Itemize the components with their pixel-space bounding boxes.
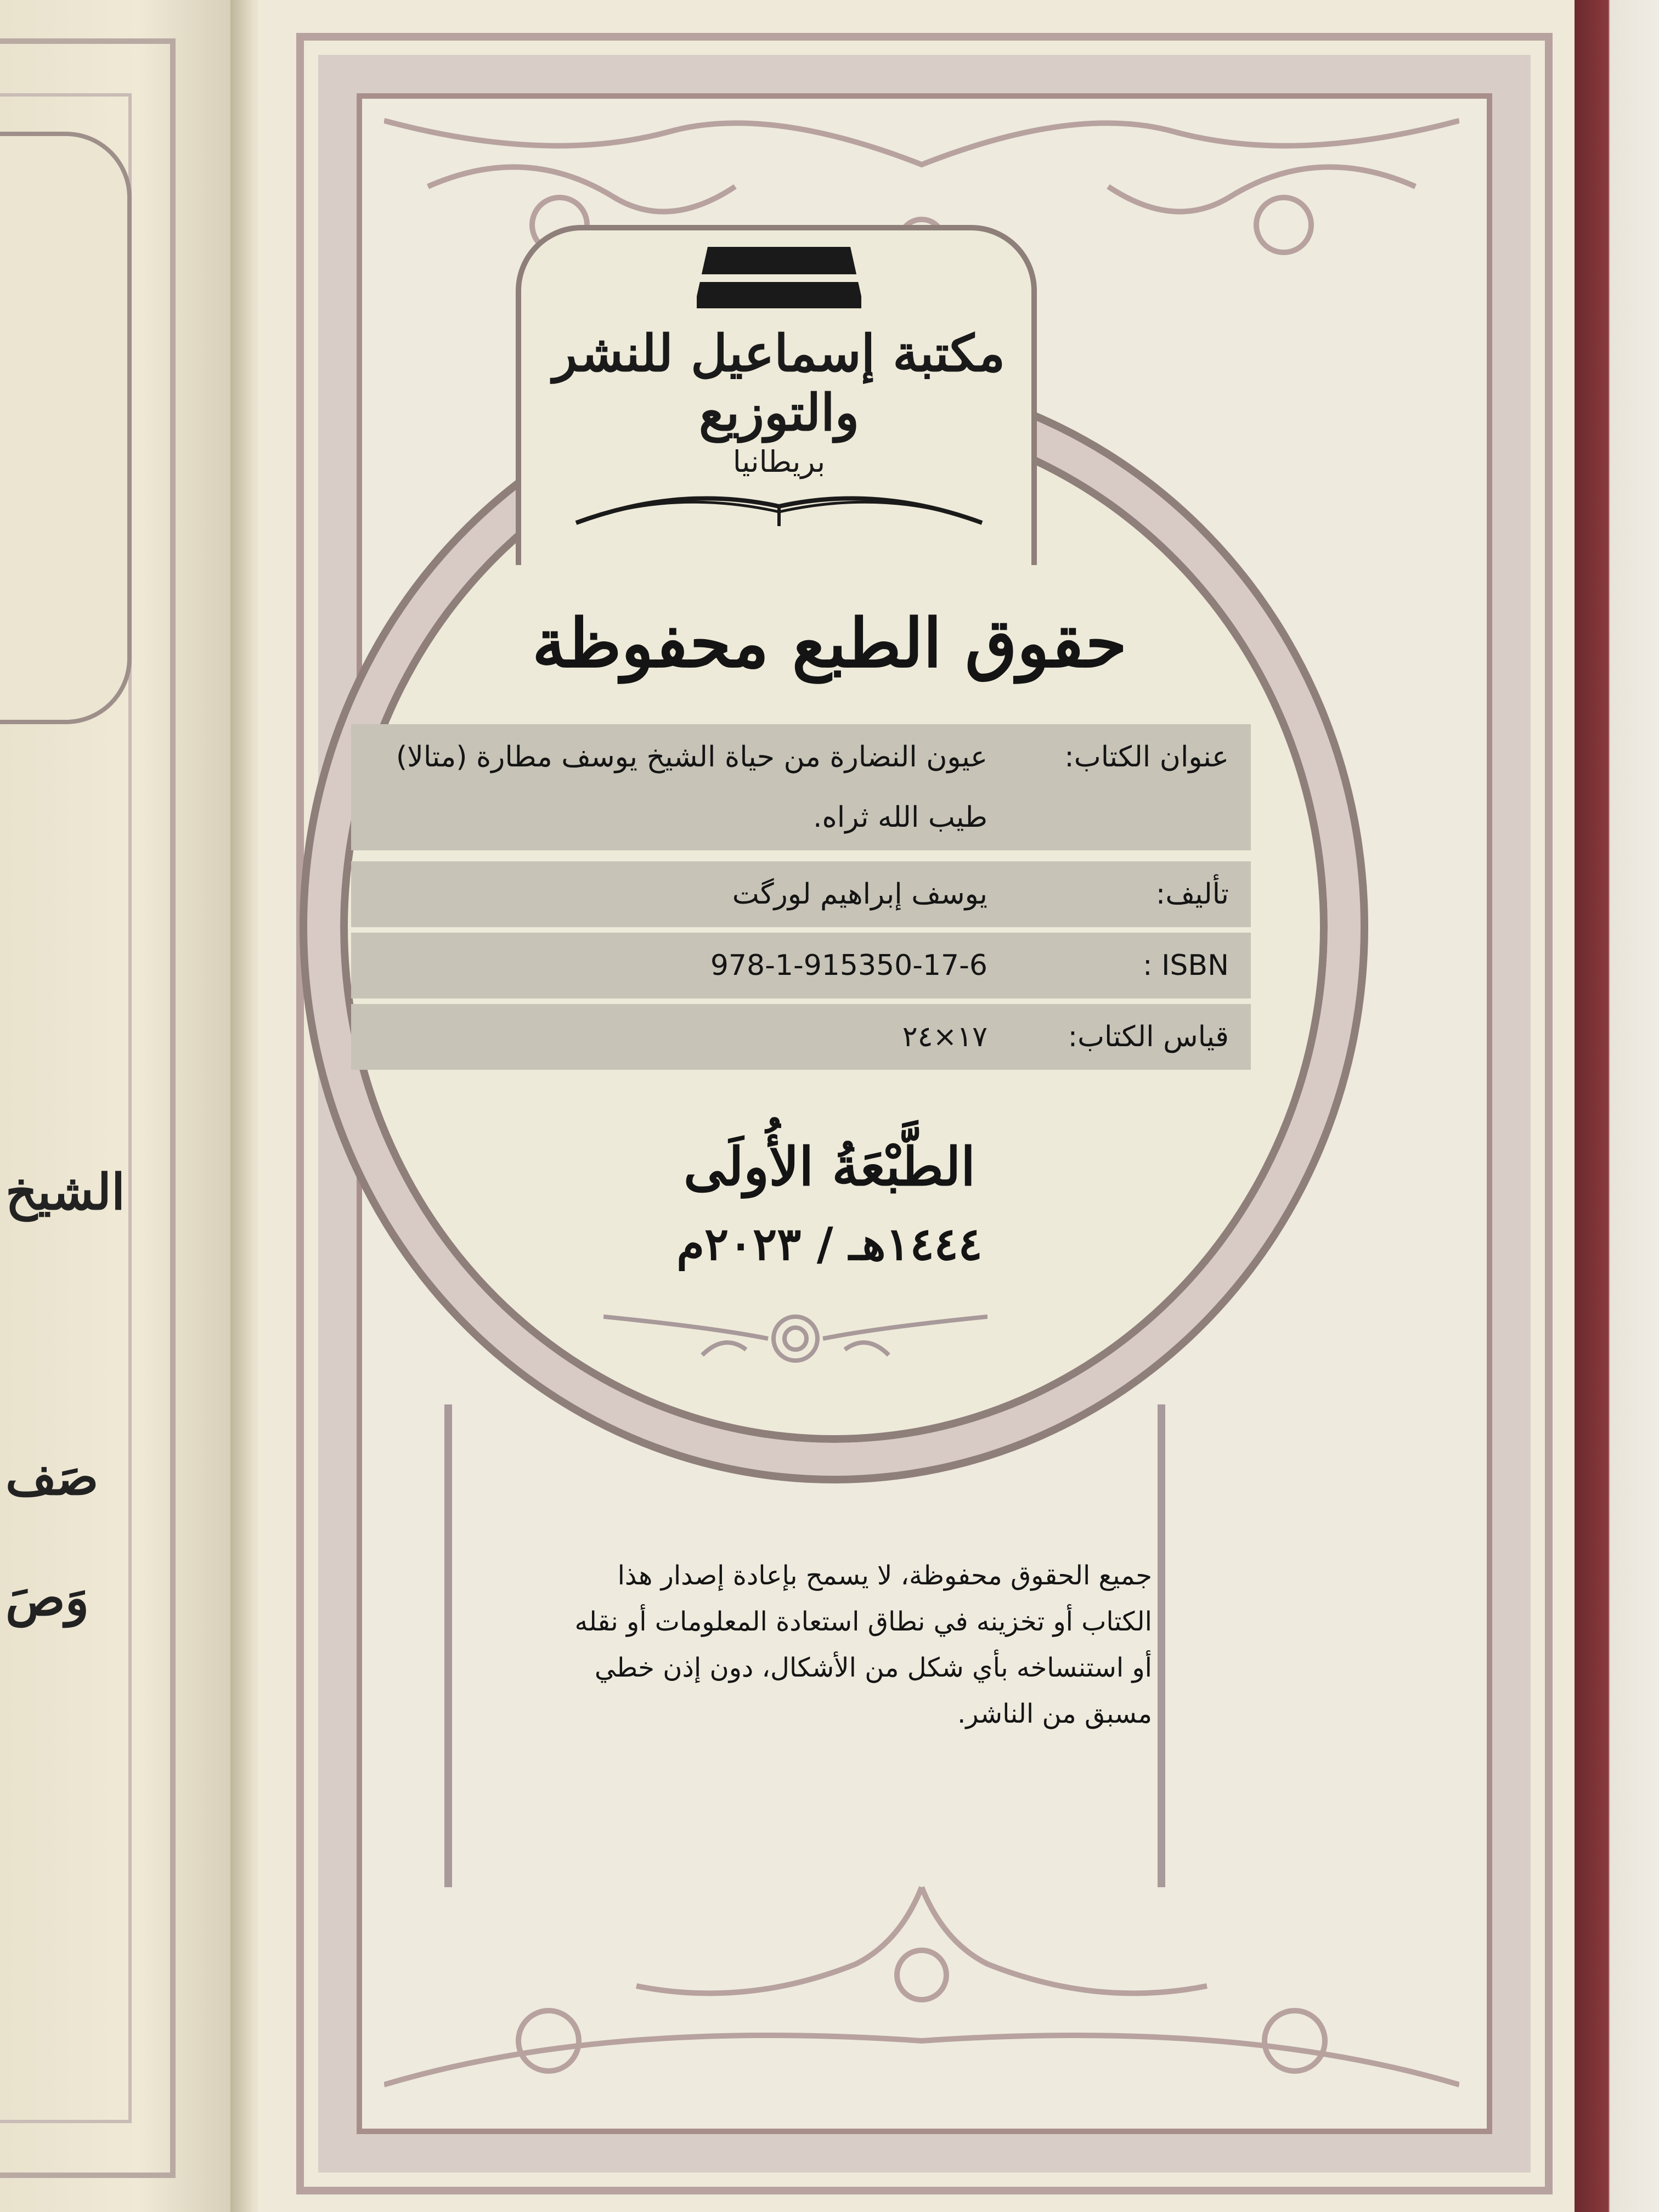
notice-line: جميع الحقوق محفوظة، لا يسمح بإعادة إصدار هذا — [617, 1560, 1152, 1591]
info-value-line2: طيب الله ثراه. — [813, 801, 988, 834]
info-label: ISBN : — [1143, 949, 1229, 982]
info-row — [351, 1004, 1251, 1070]
left-page — [0, 0, 230, 2212]
info-value: ١٧×٢٤ — [902, 1020, 988, 1053]
info-label: تأليف: — [1155, 878, 1229, 911]
left-page-word: صَف — [5, 1448, 99, 1506]
pillar — [1158, 1404, 1165, 1887]
notice-line: مسبق من الناشر. — [957, 1699, 1152, 1729]
left-page-word: الشيخ — [5, 1163, 125, 1221]
info-value: 978-1-915350-17-6 — [710, 949, 988, 982]
cover-edge — [1575, 0, 1659, 2212]
info-value: يوسف إبراهيم لورگت — [732, 878, 988, 911]
kaaba-icon — [686, 236, 872, 318]
copyright-notice — [494, 1553, 1152, 1737]
open-book-icon — [571, 479, 988, 528]
notice-line: الكتاب أو تخزينه في نطاق استعادة المعلومات أو نقله — [574, 1606, 1152, 1637]
edition-name: الطَّبْعَةُ الأُولَى — [684, 1136, 975, 1198]
info-row — [351, 724, 1251, 850]
info-row — [351, 933, 1251, 998]
left-page-word: وَصَ — [5, 1569, 89, 1627]
scroll-ornament — [603, 1306, 988, 1366]
info-row — [351, 861, 1251, 927]
info-label: قياس الكتاب: — [1068, 1020, 1229, 1053]
notice-line: أو استنساخه بأي شكل من الأشكال، دون إذن خطي — [594, 1652, 1152, 1683]
info-value: عيون النضارة من حياة الشيخ يوسف مطارة (متالا) — [396, 741, 988, 774]
page-title: حقوق الطبع محفوظة — [532, 603, 1127, 682]
info-table — [351, 724, 1251, 1108]
publisher-logo — [549, 236, 1009, 565]
edition-date: ١٤٤٤هـ / ٢٠٢٣م — [676, 1218, 983, 1271]
info-label: عنوان الكتاب: — [1064, 741, 1229, 774]
bottom-ornament — [384, 1876, 1459, 2107]
pillar — [444, 1404, 452, 1887]
publisher-name: مكتبة إسماعيل للنشر والتوزيع — [552, 324, 1006, 442]
publisher-country: بريطانيا — [732, 444, 826, 479]
